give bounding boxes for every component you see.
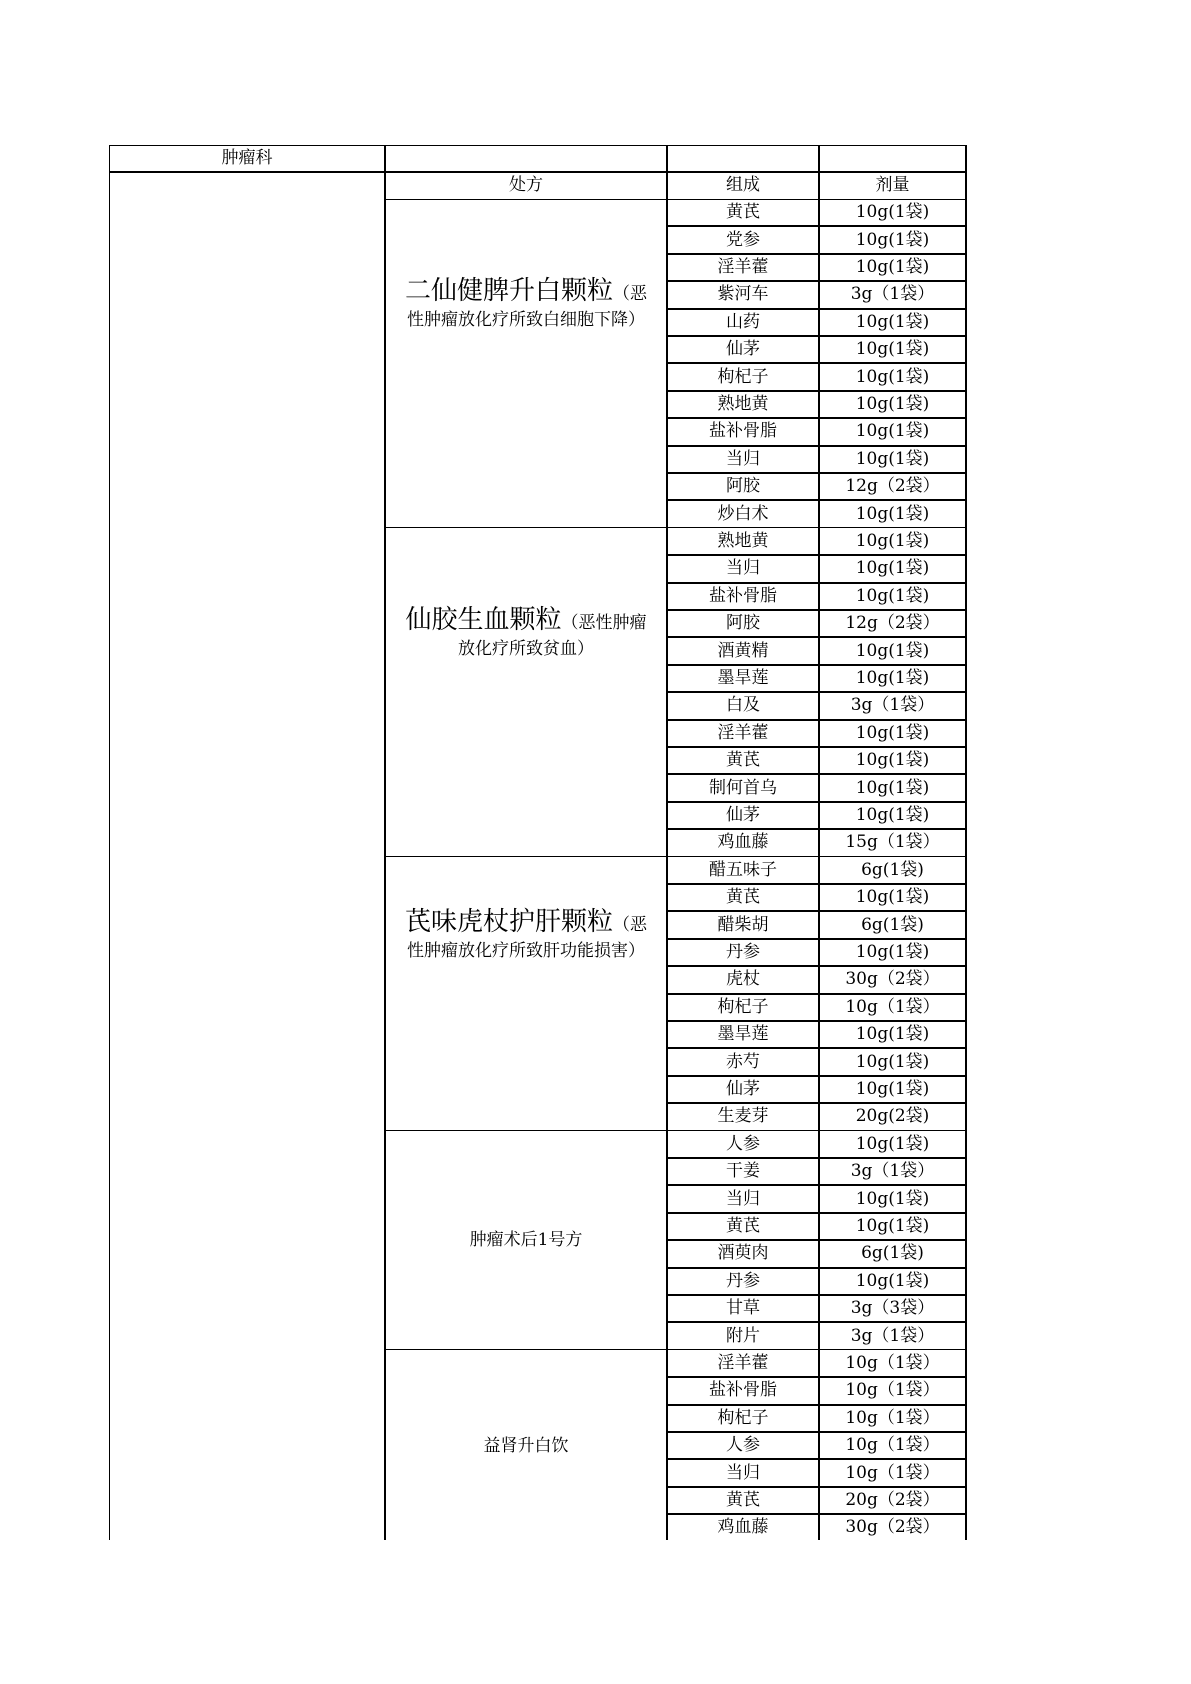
row-divider xyxy=(667,773,966,775)
herb-cell: 酒黄精 xyxy=(717,640,769,661)
header-composition: 组成 xyxy=(726,175,760,195)
prescription-name-cell xyxy=(385,528,667,857)
herb-cell: 墨旱莲 xyxy=(717,1024,769,1045)
dose-cell: 12g（2袋） xyxy=(845,476,940,497)
header-prescription: 处方 xyxy=(509,175,543,195)
row-divider xyxy=(667,636,966,638)
prescription-name-cell xyxy=(385,1131,667,1350)
herb-cell: 枸杞子 xyxy=(717,366,769,387)
column-divider xyxy=(384,145,386,1540)
herb-cell: 白及 xyxy=(726,695,760,716)
dose-cell: 10g(1袋) xyxy=(855,640,930,661)
herb-cell: 人参 xyxy=(726,1435,760,1456)
dose-cell: 3g（3袋） xyxy=(850,1298,935,1319)
row-divider xyxy=(385,1130,966,1131)
herb-cell: 仙茅 xyxy=(726,804,760,825)
prescription-indication-cont: 性肿瘤放化疗所致肝功能损害） xyxy=(407,940,645,961)
dose-cell: 12g（2袋） xyxy=(845,613,940,634)
row-divider xyxy=(667,1239,966,1241)
prescription-indication-cont: 性肿瘤放化疗所致白细胞下降） xyxy=(407,310,645,331)
dose-cell: 10g(1袋) xyxy=(855,1051,930,1072)
column-divider xyxy=(666,145,668,1540)
row-divider xyxy=(667,499,966,501)
herb-cell: 虎杖 xyxy=(726,969,760,990)
row-divider xyxy=(667,609,966,611)
row-divider xyxy=(667,1486,966,1488)
dose-cell: 10g(1袋) xyxy=(855,311,930,332)
row-divider xyxy=(385,199,966,200)
row-divider xyxy=(667,1458,966,1460)
herb-cell: 当归 xyxy=(726,1462,760,1483)
dose-cell: 6g(1袋) xyxy=(861,1243,924,1264)
row-divider xyxy=(667,1267,966,1269)
herb-cell: 丹参 xyxy=(726,1270,760,1291)
herb-cell: 制何首乌 xyxy=(709,777,777,798)
herb-cell: 黄芪 xyxy=(726,1215,760,1236)
herb-cell: 枸杞子 xyxy=(717,996,769,1017)
row-divider xyxy=(667,965,966,967)
herb-cell: 熟地黄 xyxy=(717,393,769,414)
herb-cell: 赤芍 xyxy=(726,1051,760,1072)
herb-cell: 盐补骨脂 xyxy=(709,1380,777,1401)
column-divider xyxy=(818,145,820,1540)
prescription-indication: （恶 xyxy=(613,914,647,935)
dose-cell: 30g（2袋） xyxy=(845,969,940,990)
herb-cell: 干姜 xyxy=(726,1161,760,1182)
herb-cell: 生麦芽 xyxy=(717,1106,769,1127)
dose-cell: 6g(1袋) xyxy=(861,914,924,935)
row-divider xyxy=(667,1321,966,1323)
herb-cell: 黄芪 xyxy=(726,750,760,771)
herb-cell: 淫羊藿 xyxy=(717,1352,769,1373)
dose-cell: 10g(1袋) xyxy=(855,1133,930,1154)
dose-cell: 3g（1袋） xyxy=(850,1325,935,1346)
herb-cell: 山药 xyxy=(726,311,760,332)
row-divider xyxy=(385,527,966,528)
row-divider xyxy=(667,828,966,830)
herb-cell: 附片 xyxy=(726,1325,760,1346)
herb-cell: 鸡血藤 xyxy=(717,832,769,853)
dose-cell: 6g(1袋) xyxy=(861,859,924,880)
row-divider xyxy=(667,1047,966,1049)
prescription-name: 仙胶生血颗粒 xyxy=(405,605,562,636)
dose-cell: 10g(1袋) xyxy=(855,777,930,798)
row-divider xyxy=(667,746,966,748)
herb-cell: 黄芪 xyxy=(726,887,760,908)
dose-cell: 10g(1袋) xyxy=(855,941,930,962)
dose-cell: 10g(1袋) xyxy=(855,804,930,825)
dose-cell: 15g（1袋） xyxy=(845,832,940,853)
row-divider xyxy=(667,1294,966,1296)
herb-cell: 酒萸肉 xyxy=(717,1243,769,1264)
herb-cell: 黄芪 xyxy=(726,1489,760,1510)
row-divider xyxy=(667,1431,966,1433)
dose-cell: 10g（1袋） xyxy=(845,1462,940,1483)
row-divider xyxy=(667,582,966,584)
dose-cell: 10g（1袋） xyxy=(845,1407,940,1428)
prescription-name-cell xyxy=(385,199,667,528)
row-divider xyxy=(667,1184,966,1186)
herb-cell: 当归 xyxy=(726,558,760,579)
row-divider xyxy=(667,472,966,474)
herb-cell: 当归 xyxy=(726,448,760,469)
row-divider xyxy=(667,1102,966,1104)
herb-cell: 仙茅 xyxy=(726,1078,760,1099)
herb-cell: 甘草 xyxy=(726,1298,760,1319)
dose-cell: 10g(1袋) xyxy=(855,448,930,469)
herb-cell: 阿胶 xyxy=(726,613,760,634)
dose-cell: 10g(1袋) xyxy=(855,722,930,743)
dose-cell: 10g(1袋) xyxy=(855,750,930,771)
prescription-indication: （恶 xyxy=(613,284,647,305)
prescription-table xyxy=(109,145,966,1540)
herb-cell: 紫河车 xyxy=(717,284,769,305)
row-divider xyxy=(667,445,966,447)
dose-cell: 10g(1袋) xyxy=(855,256,930,277)
dose-cell: 10g（1袋） xyxy=(845,1435,940,1456)
herb-cell: 熟地黄 xyxy=(717,530,769,551)
herb-cell: 人参 xyxy=(726,1133,760,1154)
herb-cell: 黄芪 xyxy=(726,202,760,223)
row-divider xyxy=(667,335,966,337)
dose-cell: 20g(2袋) xyxy=(855,1106,930,1127)
row-divider xyxy=(667,938,966,940)
row-divider xyxy=(667,1212,966,1214)
row-divider xyxy=(667,1376,966,1378)
herb-cell: 仙茅 xyxy=(726,339,760,360)
dose-cell: 10g（1袋） xyxy=(845,996,940,1017)
row-divider xyxy=(667,1075,966,1077)
herb-cell: 丹参 xyxy=(726,941,760,962)
herb-cell: 鸡血藤 xyxy=(717,1517,769,1538)
dose-cell: 10g(1袋) xyxy=(855,667,930,688)
row-divider xyxy=(667,1404,966,1406)
row-divider xyxy=(667,308,966,310)
dose-cell: 10g(1袋) xyxy=(855,393,930,414)
dose-cell: 10g(1袋) xyxy=(855,503,930,524)
department-cell: 肿瘤科 xyxy=(221,148,273,168)
herb-cell: 阿胶 xyxy=(726,476,760,497)
dose-cell: 10g(1袋) xyxy=(855,339,930,360)
row-divider xyxy=(109,171,966,173)
herb-cell: 盐补骨脂 xyxy=(709,585,777,606)
prescription-title xyxy=(405,603,646,637)
dose-cell: 10g(1袋) xyxy=(855,421,930,442)
herb-cell: 党参 xyxy=(726,229,760,250)
prescription-name-cell xyxy=(385,857,667,1131)
dose-cell: 10g(1袋) xyxy=(855,1078,930,1099)
row-divider xyxy=(667,1513,966,1515)
row-divider xyxy=(667,253,966,255)
row-divider xyxy=(667,1157,966,1159)
herb-cell: 当归 xyxy=(726,1188,760,1209)
dose-cell: 10g(1袋) xyxy=(855,202,930,223)
prescription-title xyxy=(405,274,647,308)
row-divider xyxy=(667,801,966,803)
row-divider xyxy=(667,719,966,721)
row-divider xyxy=(667,910,966,912)
row-divider xyxy=(667,280,966,282)
row-divider xyxy=(109,145,966,146)
header-dosage: 剂量 xyxy=(875,175,910,195)
herb-cell: 枸杞子 xyxy=(717,1407,769,1428)
herb-cell: 淫羊藿 xyxy=(717,256,769,277)
dose-cell: 10g(1袋) xyxy=(855,585,930,606)
dose-cell: 10g(1袋) xyxy=(855,229,930,250)
herb-cell: 炒白术 xyxy=(717,503,769,524)
dose-cell: 10g(1袋) xyxy=(855,1270,930,1291)
dose-cell: 10g(1袋) xyxy=(855,1215,930,1236)
prescription-name: 二仙健脾升白颗粒 xyxy=(404,276,613,307)
prescription-indication: （恶性肿瘤 xyxy=(561,613,647,634)
dose-cell: 10g(1袋) xyxy=(855,1188,930,1209)
dose-cell: 30g（2袋） xyxy=(845,1517,940,1538)
dose-cell: 3g（1袋） xyxy=(850,695,935,716)
row-divider xyxy=(667,225,966,227)
prescription-indication-cont: 放化疗所致贫血） xyxy=(458,639,594,660)
row-divider xyxy=(667,993,966,995)
row-divider xyxy=(667,390,966,392)
dose-cell: 10g（1袋） xyxy=(845,1352,940,1373)
column-divider xyxy=(965,145,967,1540)
dose-cell: 20g（2袋） xyxy=(845,1489,940,1510)
dose-cell: 10g(1袋) xyxy=(855,366,930,387)
prescription-name-cell xyxy=(385,1350,667,1542)
dose-cell: 10g（1袋） xyxy=(845,1380,940,1401)
herb-cell: 醋柴胡 xyxy=(717,914,769,935)
column-divider xyxy=(109,145,110,1540)
row-divider xyxy=(667,664,966,666)
dose-cell: 10g(1袋) xyxy=(855,887,930,908)
prescription-name: 肿瘤术后1号方 xyxy=(469,1230,583,1251)
prescription-name: 益肾升白饮 xyxy=(483,1435,569,1456)
dose-cell: 10g(1袋) xyxy=(855,530,930,551)
dose-cell: 3g（1袋） xyxy=(850,284,935,305)
row-divider xyxy=(667,883,966,885)
herb-cell: 淫羊藿 xyxy=(717,722,769,743)
row-divider xyxy=(667,554,966,556)
herb-cell: 醋五味子 xyxy=(709,859,777,880)
row-divider xyxy=(667,1020,966,1022)
row-divider xyxy=(667,362,966,364)
prescription-title xyxy=(405,905,647,939)
herb-cell: 盐补骨脂 xyxy=(709,421,777,442)
dose-cell: 10g(1袋) xyxy=(855,1024,930,1045)
dose-cell: 3g（1袋） xyxy=(850,1161,935,1182)
prescription-name: 芪味虎杖护肝颗粒 xyxy=(404,906,613,937)
dose-cell: 10g(1袋) xyxy=(855,558,930,579)
row-divider xyxy=(385,856,966,857)
row-divider xyxy=(667,417,966,419)
herb-cell: 墨旱莲 xyxy=(717,667,769,688)
row-divider xyxy=(385,1349,966,1350)
row-divider xyxy=(667,691,966,693)
